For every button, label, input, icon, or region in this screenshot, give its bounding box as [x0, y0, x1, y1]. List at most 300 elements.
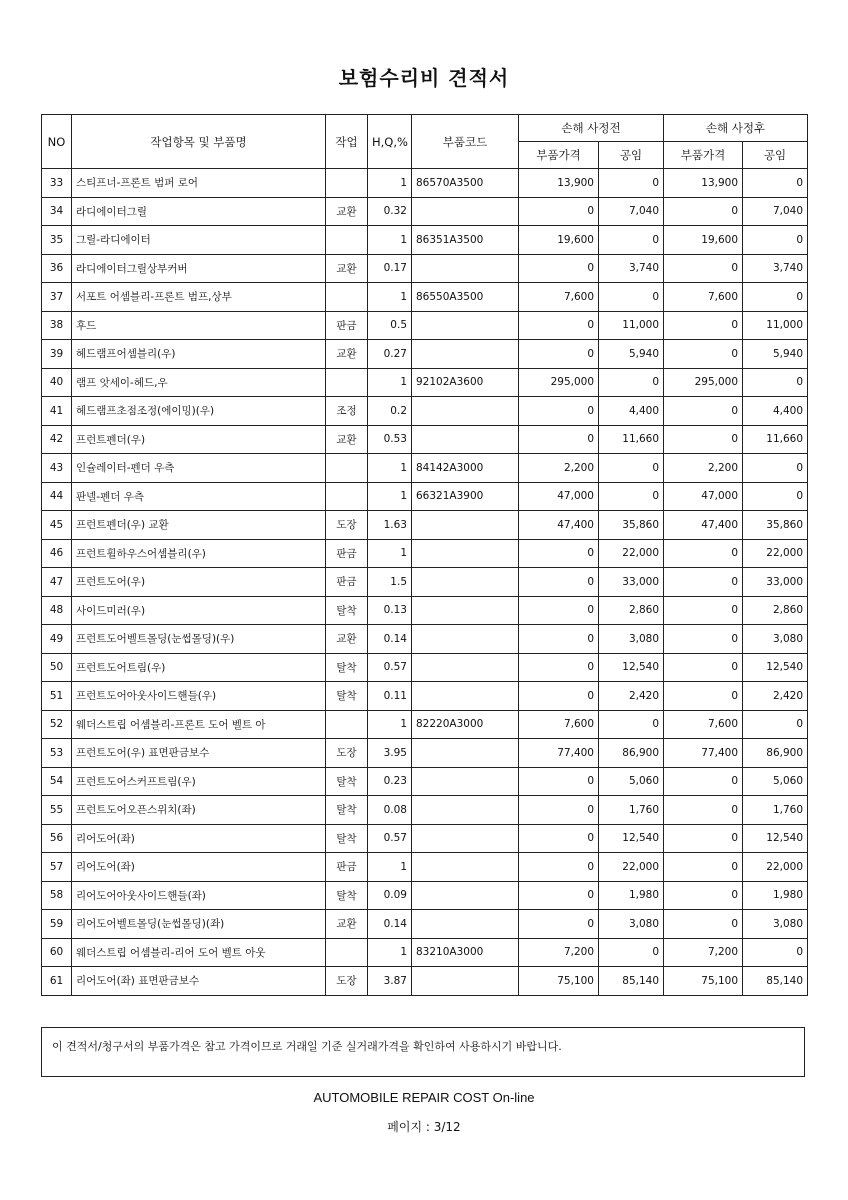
row-hq: 0.23: [368, 767, 412, 796]
row-part-code: 82220A3000: [412, 710, 519, 739]
row-item-name: 판넬-펜더 우측: [72, 482, 326, 511]
row-before-labor: 0: [599, 368, 664, 397]
row-item-name: 헤드램프초점조정(에이밍)(우): [72, 397, 326, 426]
table-row: [42, 568, 808, 597]
row-after-price: 13,900: [664, 169, 743, 198]
row-hq: 1: [368, 226, 412, 255]
row-item-name: 라디에이터그릴: [72, 197, 326, 226]
row-work-type: 도장: [326, 739, 368, 768]
row-before-price: 0: [519, 254, 599, 283]
row-hq: 1: [368, 539, 412, 568]
row-work-type: 도장: [326, 511, 368, 540]
row-no: 35: [42, 226, 72, 255]
footer-brand: AUTOMOBILE REPAIR COST On-line: [313, 1090, 535, 1105]
header-code: 부품코드: [412, 115, 519, 169]
page-indicator: 페이지 : 3/12: [387, 1120, 461, 1134]
table-row: [42, 397, 808, 426]
table-row: [42, 881, 808, 910]
notice-text: 이 견적서/청구서의 부품가격은 참고 가격이므로 거래일 기준 실거래가격을 확인하여 사용하시기 바랍니다.: [52, 1040, 562, 1053]
row-before-price: 7,600: [519, 710, 599, 739]
row-part-code: [412, 254, 519, 283]
row-before-labor: 0: [599, 482, 664, 511]
row-after-labor: 0: [743, 454, 808, 483]
row-work-type: [326, 283, 368, 312]
header-item: 작업항목 및 부품명: [72, 115, 326, 169]
row-no: 49: [42, 625, 72, 654]
row-after-labor: 3,740: [743, 254, 808, 283]
row-before-price: 0: [519, 853, 599, 882]
table-row: [42, 653, 808, 682]
row-work-type: 탈착: [326, 824, 368, 853]
row-no: 47: [42, 568, 72, 597]
row-part-code: [412, 853, 519, 882]
row-hq: 1: [368, 938, 412, 967]
row-work-type: 교환: [326, 625, 368, 654]
row-after-labor: 0: [743, 368, 808, 397]
row-before-labor: 2,420: [599, 682, 664, 711]
row-before-price: 0: [519, 568, 599, 597]
row-no: 54: [42, 767, 72, 796]
table-row: [42, 283, 808, 312]
row-hq: 0.14: [368, 910, 412, 939]
row-no: 59: [42, 910, 72, 939]
row-work-type: [326, 710, 368, 739]
row-before-labor: 0: [599, 169, 664, 198]
table-row: [42, 824, 808, 853]
document-title: 보험수리비 견적서: [338, 66, 510, 90]
row-before-price: 0: [519, 767, 599, 796]
row-no: 38: [42, 311, 72, 340]
row-after-price: 0: [664, 853, 743, 882]
row-before-price: 75,100: [519, 967, 599, 996]
row-hq: 0.27: [368, 340, 412, 369]
row-before-price: 0: [519, 881, 599, 910]
row-before-labor: 11,000: [599, 311, 664, 340]
row-before-labor: 12,540: [599, 653, 664, 682]
row-no: 33: [42, 169, 72, 198]
row-before-labor: 2,860: [599, 596, 664, 625]
row-after-labor: 12,540: [743, 824, 808, 853]
row-item-name: 웨더스트립 어셈블리-리어 도어 벨트 아웃: [72, 938, 326, 967]
row-after-labor: 7,040: [743, 197, 808, 226]
row-before-price: 0: [519, 653, 599, 682]
row-work-type: [326, 482, 368, 511]
row-hq: 1.5: [368, 568, 412, 597]
row-work-type: 판금: [326, 539, 368, 568]
row-after-price: 7,600: [664, 283, 743, 312]
row-no: 45: [42, 511, 72, 540]
row-before-labor: 12,540: [599, 824, 664, 853]
row-item-name: 프런트도어트림(우): [72, 653, 326, 682]
table-row: [42, 454, 808, 483]
row-after-price: 0: [664, 682, 743, 711]
row-hq: 1: [368, 283, 412, 312]
row-no: 53: [42, 739, 72, 768]
row-item-name: 프런트도어(우) 표면판금보수: [72, 739, 326, 768]
row-after-price: 0: [664, 397, 743, 426]
row-item-name: 스티프너-프론트 범퍼 로어: [72, 169, 326, 198]
row-before-labor: 35,860: [599, 511, 664, 540]
row-after-price: 0: [664, 881, 743, 910]
row-before-price: 2,200: [519, 454, 599, 483]
row-before-price: 47,400: [519, 511, 599, 540]
row-item-name: 프런트펜더(우) 교환: [72, 511, 326, 540]
header-before-labor: 공임: [599, 142, 664, 169]
row-item-name: 리어도어(좌): [72, 824, 326, 853]
row-after-labor: 22,000: [743, 853, 808, 882]
row-item-name: 사이드미러(우): [72, 596, 326, 625]
row-no: 51: [42, 682, 72, 711]
row-work-type: 도장: [326, 967, 368, 996]
table-row: [42, 226, 808, 255]
row-hq: 0.09: [368, 881, 412, 910]
row-item-name: 리어도어벨트몰딩(눈썹몰딩)(좌): [72, 910, 326, 939]
row-work-type: 판금: [326, 853, 368, 882]
row-before-price: 7,600: [519, 283, 599, 312]
row-part-code: [412, 824, 519, 853]
row-item-name: 램프 앗세이-헤드,우: [72, 368, 326, 397]
row-before-labor: 0: [599, 454, 664, 483]
row-hq: 1: [368, 482, 412, 511]
row-part-code: [412, 967, 519, 996]
row-after-labor: 3,080: [743, 625, 808, 654]
row-after-price: 0: [664, 596, 743, 625]
row-after-labor: 0: [743, 938, 808, 967]
row-part-code: [412, 682, 519, 711]
row-part-code: [412, 539, 519, 568]
row-hq: 0.13: [368, 596, 412, 625]
row-part-code: 86351A3500: [412, 226, 519, 255]
row-before-price: 0: [519, 596, 599, 625]
row-after-price: 0: [664, 340, 743, 369]
row-after-labor: 33,000: [743, 568, 808, 597]
table-row: [42, 169, 808, 198]
row-after-price: 47,400: [664, 511, 743, 540]
header-after-price: 부품가격: [664, 142, 743, 169]
row-no: 61: [42, 967, 72, 996]
row-after-labor: 11,000: [743, 311, 808, 340]
table-row: [42, 596, 808, 625]
row-item-name: 프런트휠하우스어셈블리(우): [72, 539, 326, 568]
table-row: [42, 967, 808, 996]
row-work-type: [326, 226, 368, 255]
row-after-labor: 12,540: [743, 653, 808, 682]
row-after-labor: 0: [743, 283, 808, 312]
table-row: [42, 511, 808, 540]
row-part-code: [412, 397, 519, 426]
row-part-code: [412, 340, 519, 369]
row-after-labor: 0: [743, 226, 808, 255]
row-part-code: 92102A3600: [412, 368, 519, 397]
table-row: [42, 368, 808, 397]
row-work-type: 탈착: [326, 881, 368, 910]
row-part-code: [412, 511, 519, 540]
row-item-name: 인슐레이터-펜더 우측: [72, 454, 326, 483]
row-after-labor: 0: [743, 710, 808, 739]
row-after-price: 0: [664, 824, 743, 853]
row-after-labor: 2,420: [743, 682, 808, 711]
row-before-price: 47,000: [519, 482, 599, 511]
header-work: 작업: [326, 115, 368, 169]
row-after-labor: 5,940: [743, 340, 808, 369]
row-before-price: 0: [519, 425, 599, 454]
row-hq: 0.53: [368, 425, 412, 454]
row-after-labor: 3,080: [743, 910, 808, 939]
table-header: [42, 115, 808, 169]
header-no: NO: [42, 115, 72, 169]
row-no: 41: [42, 397, 72, 426]
row-after-price: 0: [664, 425, 743, 454]
row-no: 40: [42, 368, 72, 397]
row-after-price: 0: [664, 767, 743, 796]
row-work-type: 교환: [326, 254, 368, 283]
row-no: 48: [42, 596, 72, 625]
row-after-price: 0: [664, 796, 743, 825]
row-part-code: [412, 881, 519, 910]
row-work-type: 탈착: [326, 796, 368, 825]
row-hq: 1: [368, 853, 412, 882]
row-work-type: 판금: [326, 568, 368, 597]
row-after-labor: 4,400: [743, 397, 808, 426]
row-hq: 0.57: [368, 653, 412, 682]
row-after-labor: 11,660: [743, 425, 808, 454]
row-before-labor: 7,040: [599, 197, 664, 226]
header-after: 손해 사정후: [664, 115, 808, 142]
row-before-price: 0: [519, 910, 599, 939]
row-work-type: [326, 169, 368, 198]
row-after-price: 2,200: [664, 454, 743, 483]
row-hq: 0.14: [368, 625, 412, 654]
row-before-price: 77,400: [519, 739, 599, 768]
row-part-code: [412, 796, 519, 825]
row-part-code: [412, 653, 519, 682]
row-part-code: 84142A3000: [412, 454, 519, 483]
row-part-code: 86550A3500: [412, 283, 519, 312]
row-item-name: 프런트도어아웃사이드핸들(우): [72, 682, 326, 711]
row-work-type: 교환: [326, 425, 368, 454]
row-after-labor: 1,980: [743, 881, 808, 910]
row-item-name: 리어도어(좌): [72, 853, 326, 882]
row-after-labor: 1,760: [743, 796, 808, 825]
table-row: [42, 710, 808, 739]
row-hq: 1.63: [368, 511, 412, 540]
row-after-price: 77,400: [664, 739, 743, 768]
row-before-labor: 3,080: [599, 625, 664, 654]
row-after-labor: 85,140: [743, 967, 808, 996]
row-work-type: [326, 938, 368, 967]
row-after-price: 0: [664, 653, 743, 682]
row-after-price: 0: [664, 539, 743, 568]
row-work-type: 탈착: [326, 682, 368, 711]
row-before-price: 0: [519, 340, 599, 369]
row-after-price: 7,200: [664, 938, 743, 967]
row-work-type: 교환: [326, 910, 368, 939]
row-hq: 1: [368, 368, 412, 397]
row-no: 37: [42, 283, 72, 312]
row-work-type: 탈착: [326, 596, 368, 625]
row-before-price: 0: [519, 682, 599, 711]
row-no: 56: [42, 824, 72, 853]
row-work-type: 판금: [326, 311, 368, 340]
row-item-name: 프런트펜더(우): [72, 425, 326, 454]
row-before-labor: 3,080: [599, 910, 664, 939]
row-after-labor: 35,860: [743, 511, 808, 540]
header-before: 손해 사정전: [519, 115, 664, 142]
row-work-type: [326, 368, 368, 397]
row-no: 34: [42, 197, 72, 226]
row-part-code: 66321A3900: [412, 482, 519, 511]
notice-box: [41, 1027, 805, 1077]
row-after-labor: 86,900: [743, 739, 808, 768]
table-row: [42, 739, 808, 768]
row-part-code: 83210A3000: [412, 938, 519, 967]
row-hq: 0.2: [368, 397, 412, 426]
row-no: 50: [42, 653, 72, 682]
row-after-price: 0: [664, 197, 743, 226]
row-after-price: 75,100: [664, 967, 743, 996]
row-part-code: [412, 910, 519, 939]
row-hq: 3.87: [368, 967, 412, 996]
row-no: 60: [42, 938, 72, 967]
table-row: [42, 625, 808, 654]
row-hq: 1: [368, 454, 412, 483]
row-item-name: 그릴-라디에이터: [72, 226, 326, 255]
row-item-name: 후드: [72, 311, 326, 340]
row-before-labor: 0: [599, 938, 664, 967]
estimate-table: [41, 114, 808, 996]
row-no: 52: [42, 710, 72, 739]
row-item-name: 서포트 어셈블리-프론트 범프,상부: [72, 283, 326, 312]
row-no: 42: [42, 425, 72, 454]
table-row: [42, 425, 808, 454]
row-hq: 0.11: [368, 682, 412, 711]
table-row: [42, 340, 808, 369]
row-before-labor: 3,740: [599, 254, 664, 283]
row-part-code: [412, 568, 519, 597]
row-before-labor: 11,660: [599, 425, 664, 454]
row-before-labor: 5,060: [599, 767, 664, 796]
row-hq: 0.5: [368, 311, 412, 340]
row-work-type: 탈착: [326, 767, 368, 796]
row-before-labor: 85,140: [599, 967, 664, 996]
row-before-price: 13,900: [519, 169, 599, 198]
row-item-name: 프런트도어벨트몰딩(눈썹몰딩)(우): [72, 625, 326, 654]
row-part-code: [412, 425, 519, 454]
row-after-price: 19,600: [664, 226, 743, 255]
row-before-price: 0: [519, 796, 599, 825]
row-item-name: 헤드램프어셈블리(우): [72, 340, 326, 369]
row-item-name: 웨더스트립 어셈블리-프론트 도어 벨트 아: [72, 710, 326, 739]
row-before-price: 0: [519, 397, 599, 426]
row-before-price: 0: [519, 539, 599, 568]
row-item-name: 프런트도어스커프트림(우): [72, 767, 326, 796]
row-no: 43: [42, 454, 72, 483]
row-after-price: 7,600: [664, 710, 743, 739]
row-hq: 3.95: [368, 739, 412, 768]
header-hq: H,Q,%: [368, 115, 412, 169]
row-hq: 0.57: [368, 824, 412, 853]
table-row: [42, 910, 808, 939]
row-part-code: [412, 311, 519, 340]
row-before-price: 19,600: [519, 226, 599, 255]
row-after-labor: 0: [743, 169, 808, 198]
row-after-price: 0: [664, 625, 743, 654]
table-body: [42, 169, 808, 996]
row-no: 39: [42, 340, 72, 369]
row-before-labor: 0: [599, 226, 664, 255]
row-no: 55: [42, 796, 72, 825]
row-after-labor: 2,860: [743, 596, 808, 625]
row-after-price: 0: [664, 254, 743, 283]
table-row: [42, 682, 808, 711]
row-after-labor: 22,000: [743, 539, 808, 568]
row-work-type: 교환: [326, 197, 368, 226]
row-hq: 0.08: [368, 796, 412, 825]
row-after-price: 295,000: [664, 368, 743, 397]
row-before-price: 295,000: [519, 368, 599, 397]
table-row: [42, 311, 808, 340]
row-after-price: 0: [664, 311, 743, 340]
row-item-name: 라디에이터그릴상부커버: [72, 254, 326, 283]
row-before-labor: 1,980: [599, 881, 664, 910]
row-before-labor: 0: [599, 710, 664, 739]
row-before-price: 7,200: [519, 938, 599, 967]
row-hq: 0.17: [368, 254, 412, 283]
row-part-code: [412, 625, 519, 654]
row-work-type: 조정: [326, 397, 368, 426]
row-no: 46: [42, 539, 72, 568]
table-row: [42, 853, 808, 882]
row-hq: 0.32: [368, 197, 412, 226]
row-before-labor: 86,900: [599, 739, 664, 768]
row-no: 44: [42, 482, 72, 511]
header-before-price: 부품가격: [519, 142, 599, 169]
table-row: [42, 938, 808, 967]
table-row: [42, 482, 808, 511]
row-hq: 1: [368, 169, 412, 198]
row-after-price: 0: [664, 910, 743, 939]
header-after-labor: 공임: [743, 142, 808, 169]
row-no: 36: [42, 254, 72, 283]
row-item-name: 리어도어(좌) 표면판금보수: [72, 967, 326, 996]
row-before-labor: 5,940: [599, 340, 664, 369]
row-part-code: [412, 739, 519, 768]
row-before-labor: 4,400: [599, 397, 664, 426]
row-hq: 1: [368, 710, 412, 739]
table-row: [42, 197, 808, 226]
table-row: [42, 539, 808, 568]
row-no: 57: [42, 853, 72, 882]
row-before-labor: 1,760: [599, 796, 664, 825]
row-part-code: 86570A3500: [412, 169, 519, 198]
row-before-labor: 22,000: [599, 539, 664, 568]
row-before-labor: 22,000: [599, 853, 664, 882]
row-before-price: 0: [519, 197, 599, 226]
row-before-price: 0: [519, 824, 599, 853]
row-after-price: 0: [664, 568, 743, 597]
row-item-name: 프런트도어(우): [72, 568, 326, 597]
row-after-labor: 0: [743, 482, 808, 511]
row-item-name: 프런트도어오픈스위치(좌): [72, 796, 326, 825]
row-after-labor: 5,060: [743, 767, 808, 796]
row-work-type: 탈착: [326, 653, 368, 682]
row-before-price: 0: [519, 625, 599, 654]
table-row: [42, 767, 808, 796]
row-part-code: [412, 767, 519, 796]
table-row: [42, 254, 808, 283]
row-part-code: [412, 596, 519, 625]
row-before-labor: 33,000: [599, 568, 664, 597]
